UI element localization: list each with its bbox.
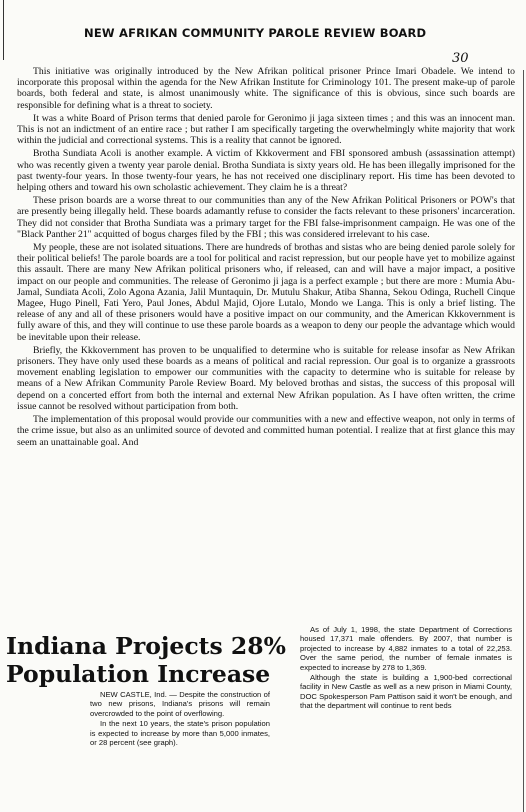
scan-edge-left bbox=[3, 0, 4, 60]
clipping-paragraph: As of July 1, 1998, the state Department of Corrections housed 17,371 male offenders. By 2007, that number is projected to increase by 4,882 inmates to a total of 22,253. Over the same period, the number of female inmates is expected to increase by 278 to 1,369. bbox=[300, 625, 512, 672]
paragraph: Brotha Sundiata Acoli is another example. A victim of Kkkoverment and FBI sponsored ambush (assassination attempt) who was recently given a twenty year parole denial. Brotha Sundiata is sixty years old. He has been illegally imprisoned for the past twenty-four years. In those twenty-four years, he has not received one disciplinary report. His time has been devoted to helping others and toward his own scholastic achievement. They claim he is a threat? bbox=[17, 148, 515, 194]
paragraph: These prison boards are a worse threat to our communities than any of the New Afrikan Political Prisoners or POW's that are presently being illegally held. These boards adamantly refuse to consider the facts relevant to these prisoners' incarceration. They did not consider that Brotha Sundiata was a primary target for the FBI false-imprisonment campaign. He was one of the "Black Panther 21" acquitted of bogus charges filed by the FBI ; this was considered irrelevant to his case. bbox=[17, 195, 515, 240]
clipping-left-column bbox=[90, 690, 270, 748]
scan-edge-right bbox=[523, 70, 524, 812]
paragraph: This initiative was originally introduced by the New Afrikan political prisoner Prince Imari Obadele. We intend to incorporate this proposal within the agenda for the New Afrikan Institute for Criminology 101. The present make-up of parole boards, both federal and state, is almost unanimously white. The significance of this is obvious, since such boards are responsible for defining what is a threat to society. bbox=[17, 66, 515, 111]
paragraph: The implementation of this proposal would provide our communities with a new and effective weapon, not only in terms of the crime issue, but also as an unlimited source of devoted and committed human potential. I realize that at first glance this may seem an unattainable goal. And bbox=[17, 414, 515, 448]
paragraph: Briefly, the Kkkovernment has proven to be unqualified to determine who is suitable for release insofar as New Afrikan prisoners. They have only used these boards as a means of political and racial repression. Our goal is to organize a grassroots movement enabling legislation to empower our communities with the capacity to determine who is suitable for release by means of a New Afrikan Community Parole Review Board. My beloved brothas and sistas, the success of this proposal will depend on a concerted effort from both the internal and external New Afrikan population. As I have often written, the crime issue cannot be resolved without participation from both. bbox=[17, 344, 515, 412]
clipping-right-column bbox=[300, 625, 512, 712]
article-body bbox=[17, 66, 515, 450]
clipping-headline: Indiana Projects 28% Population Increase bbox=[6, 632, 286, 688]
clipping-paragraph: In the next 10 years, the state's prison population is expected to increase by more than 5,000 inmates, or 28 percent (see graph). bbox=[90, 719, 270, 748]
paragraph: My people, these are not isolated situations. There are hundreds of brothas and sistas who are being denied parole solely for their political beliefs! The parole boards are a tool for political and racist repression, but our people have yet to mobilize against this assault. There are many New Afrikan political prisoners who, if released, can and will have a major impact, a positive impact on our people and communities. The release of Geronimo ji jaga is a perfect example ; but there are more : Mumia Abu-Jamal, Sundiata Acoli, Zolo Agona Azania, Jalil Muntaquin, Dr. Mutulu Shakur, Atiba Shanna, Sekou Odinga, Ruchell Cinque Magee, Hugo Pinell, Fati Yero, Paul Jones, Abdul Majid, Ojore Lutalo, Mondo we Langa. This is only a brief listing. The release of any and all of these prisoners would have a positive impact on our community, and the American Kkkovernment is fully aware of this, and they will continue to use these parole boards as a weapon to deny our people the advantage which would be inevitable upon their release. bbox=[17, 242, 515, 343]
page-title: NEW AFRIKAN COMMUNITY PAROLE REVIEW BOARD bbox=[84, 26, 427, 40]
paragraph: It was a white Board of Prison terms that denied parole for Geronimo ji jaga sixteen times ; and this was an innocent man. This is not an indictment of an entire race ; but rather I am specifically targeting the overwhelmingly white majority that work within the judicial and correctional systems. This is a reality that cannot be ignored. bbox=[17, 112, 515, 147]
clipping-paragraph: NEW CASTLE, Ind. — Despite the construction of two new prisons, Indiana's prisons will remain overcrowded to the point of overflowing. bbox=[90, 690, 270, 718]
page-number: 30 bbox=[452, 51, 469, 66]
clipping-paragraph: Although the state is building a 1,900-bed correctional facility in New Castle as well as a new prison in Miami County, DOC Spokesperson Pam Pattison said it won't be enough, and that the department will continue to rent beds bbox=[300, 673, 512, 711]
